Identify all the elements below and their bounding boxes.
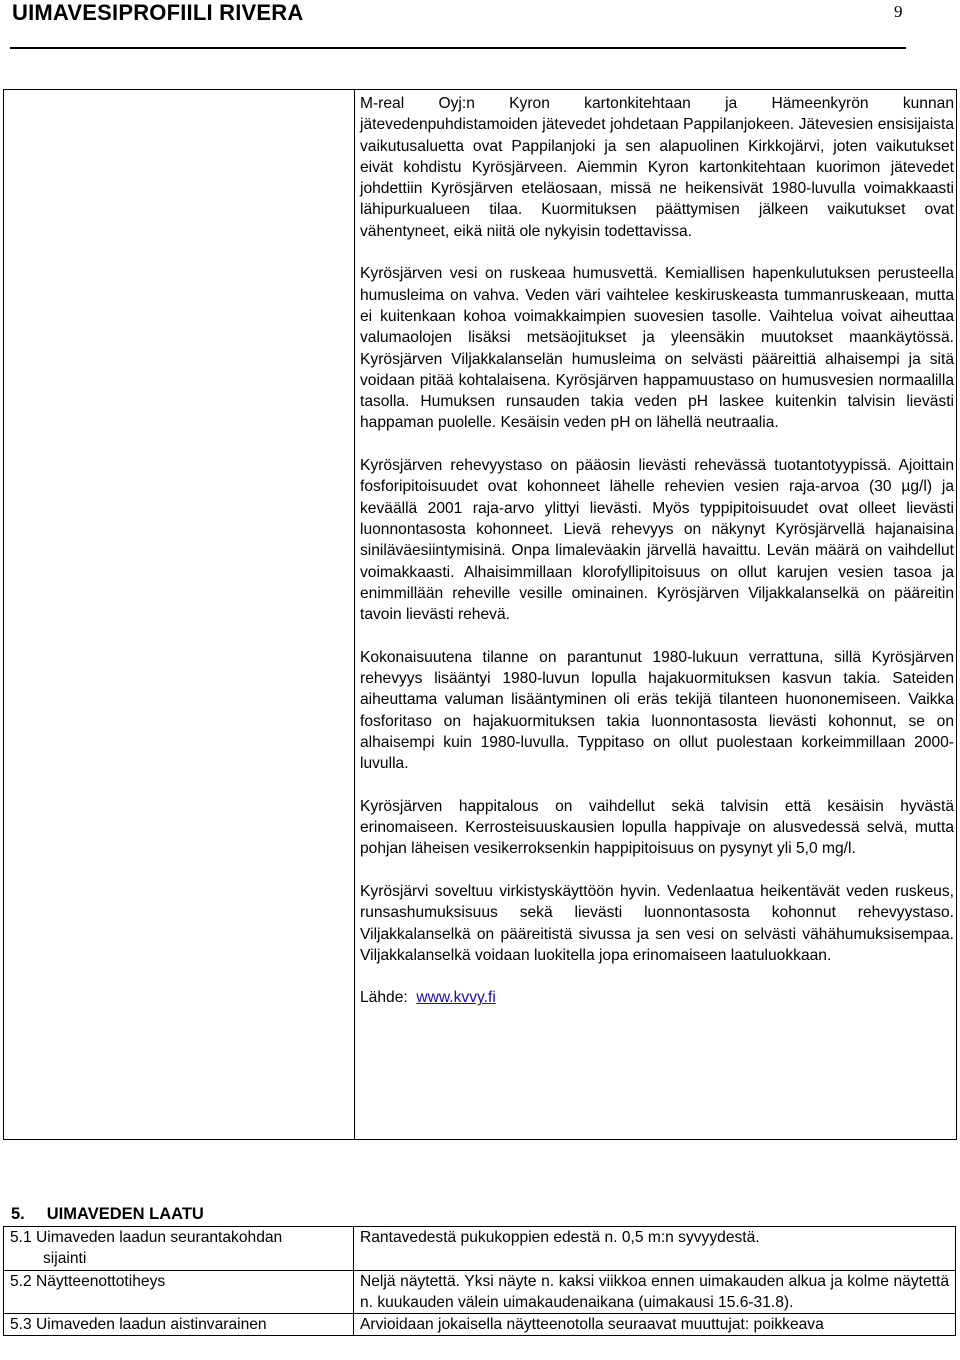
source-label: Lähde: <box>360 989 408 1007</box>
document-header-title: UIMAVESIPROFIILI RIVERA <box>12 0 304 25</box>
paragraph-humus: Kyrösjärven vesi on ruskeaa humusvettä. Kemiallisen hapenkulutuksen perusteella humusleima on vahva. Veden väri vaihtelee keskiruskeasta tummanruskeaan, mutta ei kuitenkaan kohoa voimakkaimpien suovesien tasolle. Vaihtelua voivat aiheuttaa valumaolojen lisäksi metsäojitukset ja yleensäkin muutokset maankäytössä. Kyrösjärven Viljakkalanselän humusleima on selvästi pääreittiä alhaisempi ja sitä voidaan pitää kohtalaisena. Kyrösjärven happamuustaso on humusvesien normaalilla tasolla. Humuksen runsauden takia veden pH laskee kuitenkin talvisin lievästi happaman puolelle. Kesäisin veden pH on lähellä neutraalia. <box>360 265 954 432</box>
section-heading <box>11 1204 204 1224</box>
header-divider <box>10 47 906 49</box>
table-row <box>4 1270 956 1314</box>
row-label <box>4 1314 354 1336</box>
paragraph-recreation: Kyrösjärvi soveltuu virkistyskäyttöön hyvin. Vedenlaatua heikentävät veden ruskeus, runsashumuksisuus sekä lievästi luonnontasosta kohonnut rehevyystaso. Viljakkalanselkä on pääreitistä sivussa ja sen vesi on selvästi vähähumuksisempaa. Viljakkalanselkä voidaan luokitella jopa erinomaiseen laatuluokkaan. <box>360 882 954 964</box>
water-description-box <box>3 89 957 1140</box>
section-title: UIMAVEDEN LAATU <box>46 1205 204 1223</box>
paragraph-oxygen: Kyrösjärven happitalous on vaihdellut sekä talvisin että kesäisin hyvästä erinomaiseen. Kerrosteisuuskausien lopulla happivaje on alusvedessä selvä, mutta pohjan läheisen vesikerroksenkin happipitoisuus on pysynyt yli 5,0 mg/l. <box>360 797 954 858</box>
page-number: 9 <box>894 2 903 21</box>
row-label-main: 5.3 Uimaveden laadun aistinvarainen <box>10 1316 267 1334</box>
box-column-divider <box>354 90 355 1139</box>
source-link[interactable]: www.kvvy.fi <box>416 989 496 1007</box>
paragraph-wastewater: M-real Oyj:n Kyron kartonkitehtaan ja Hämeenkyrön kunnan jätevedenpuhdistamoiden jätevedet johdetaan Pappilanjokeen. Jätevesien ensisijaista vaikutusaluetta ovat Pappilanjoki ja sen alapuolinen Kirkkojärvi, joten vaikutukset eivät kohdistu Kyrösjärveen. Aiemmin Kyron kartonkitehtaan kuorimon jätevedet johdettiin Kyrösjärven eteläosaan, missä ne heikensivät 1980-luvulla voimakkaasti lähipurkualueen tilaa. Kuormituksen päättymisen jälkeen vaikutukset ovat vähentyneet, eikä niitä ole nykyisin todettavissa. <box>360 95 954 240</box>
paragraph-eutrophication: Kyrösjärven rehevyystaso on pääosin lievästi rehevässä tuotantotyypissä. Ajoittain fosforipitoisuudet ovat kohonneet lähelle rehevien vesien raja-arvoa (30 µg/l) ja keväällä 2001 raja-arvo ylittyi lievästi. Myös typpipitoisuudet ovat olleet lievästi luonnontasosta kohonneet. Lievä rehevyys on näkynyt Kyrösjärvellä hajanaisina siniläväesiintymisinä. Onpa limaleväakin järvellä havaittu. Levän määrä on vaihdellut voimakkaasti. Alhaisimmillaan klorofyllipitoisuus on ollut karujen vesien tasoa ja enimmillään reheville vesille ominainen. Kyrösjärven Viljakkalanselkä on pääreitin tavoin lievästi rehevä. <box>360 457 954 624</box>
row-value: Rantavedestä pukukoppien edestä n. 0,5 m:n syvyydestä. <box>354 1227 956 1271</box>
water-quality-table <box>3 1226 956 1336</box>
source-line <box>360 987 954 1008</box>
row-label <box>4 1227 354 1271</box>
row-label-main: 5.2 Näytteenottotiheys <box>10 1272 166 1290</box>
table-row <box>4 1227 956 1271</box>
paragraph-overall-trend: Kokonaisuutena tilanne on parantunut 1980-lukuun verrattuna, sillä Kyrösjärven rehevyys lisääntyi 1980-luvun lopulla hajakuormituksen kasvun takia. Sateiden aiheuttama valuman lisääntyminen oli eräs tekijä tilanteen huononemiseen. Vaikka fosforitaso on hajakuormituksen takia luonnontasosta lievästi kohonnut, se on alhaisempi kuin 1980-luvulla. Typpitaso on ollut puolestaan korkeimmillaan 2000-luvulla. <box>360 648 954 773</box>
row-label-continuation: sijainti <box>43 1250 87 1268</box>
section-number: 5. <box>11 1205 25 1223</box>
row-label <box>4 1270 354 1314</box>
table-row <box>4 1314 956 1336</box>
row-value: Arvioidaan jokaisella näytteenotolla seuraavat muuttujat: poikkeava <box>354 1314 956 1336</box>
row-label-main: 5.1 Uimaveden laadun seurantakohdan <box>10 1229 283 1246</box>
row-value: Neljä näytettä. Yksi näyte n. kaksi viikkoa ennen uimakauden alkua ja kolme näytettä n. kuukauden välein uimakaudenaikana (uimakausi 15.6-31.8). <box>354 1270 956 1314</box>
water-description-text <box>360 93 954 1009</box>
